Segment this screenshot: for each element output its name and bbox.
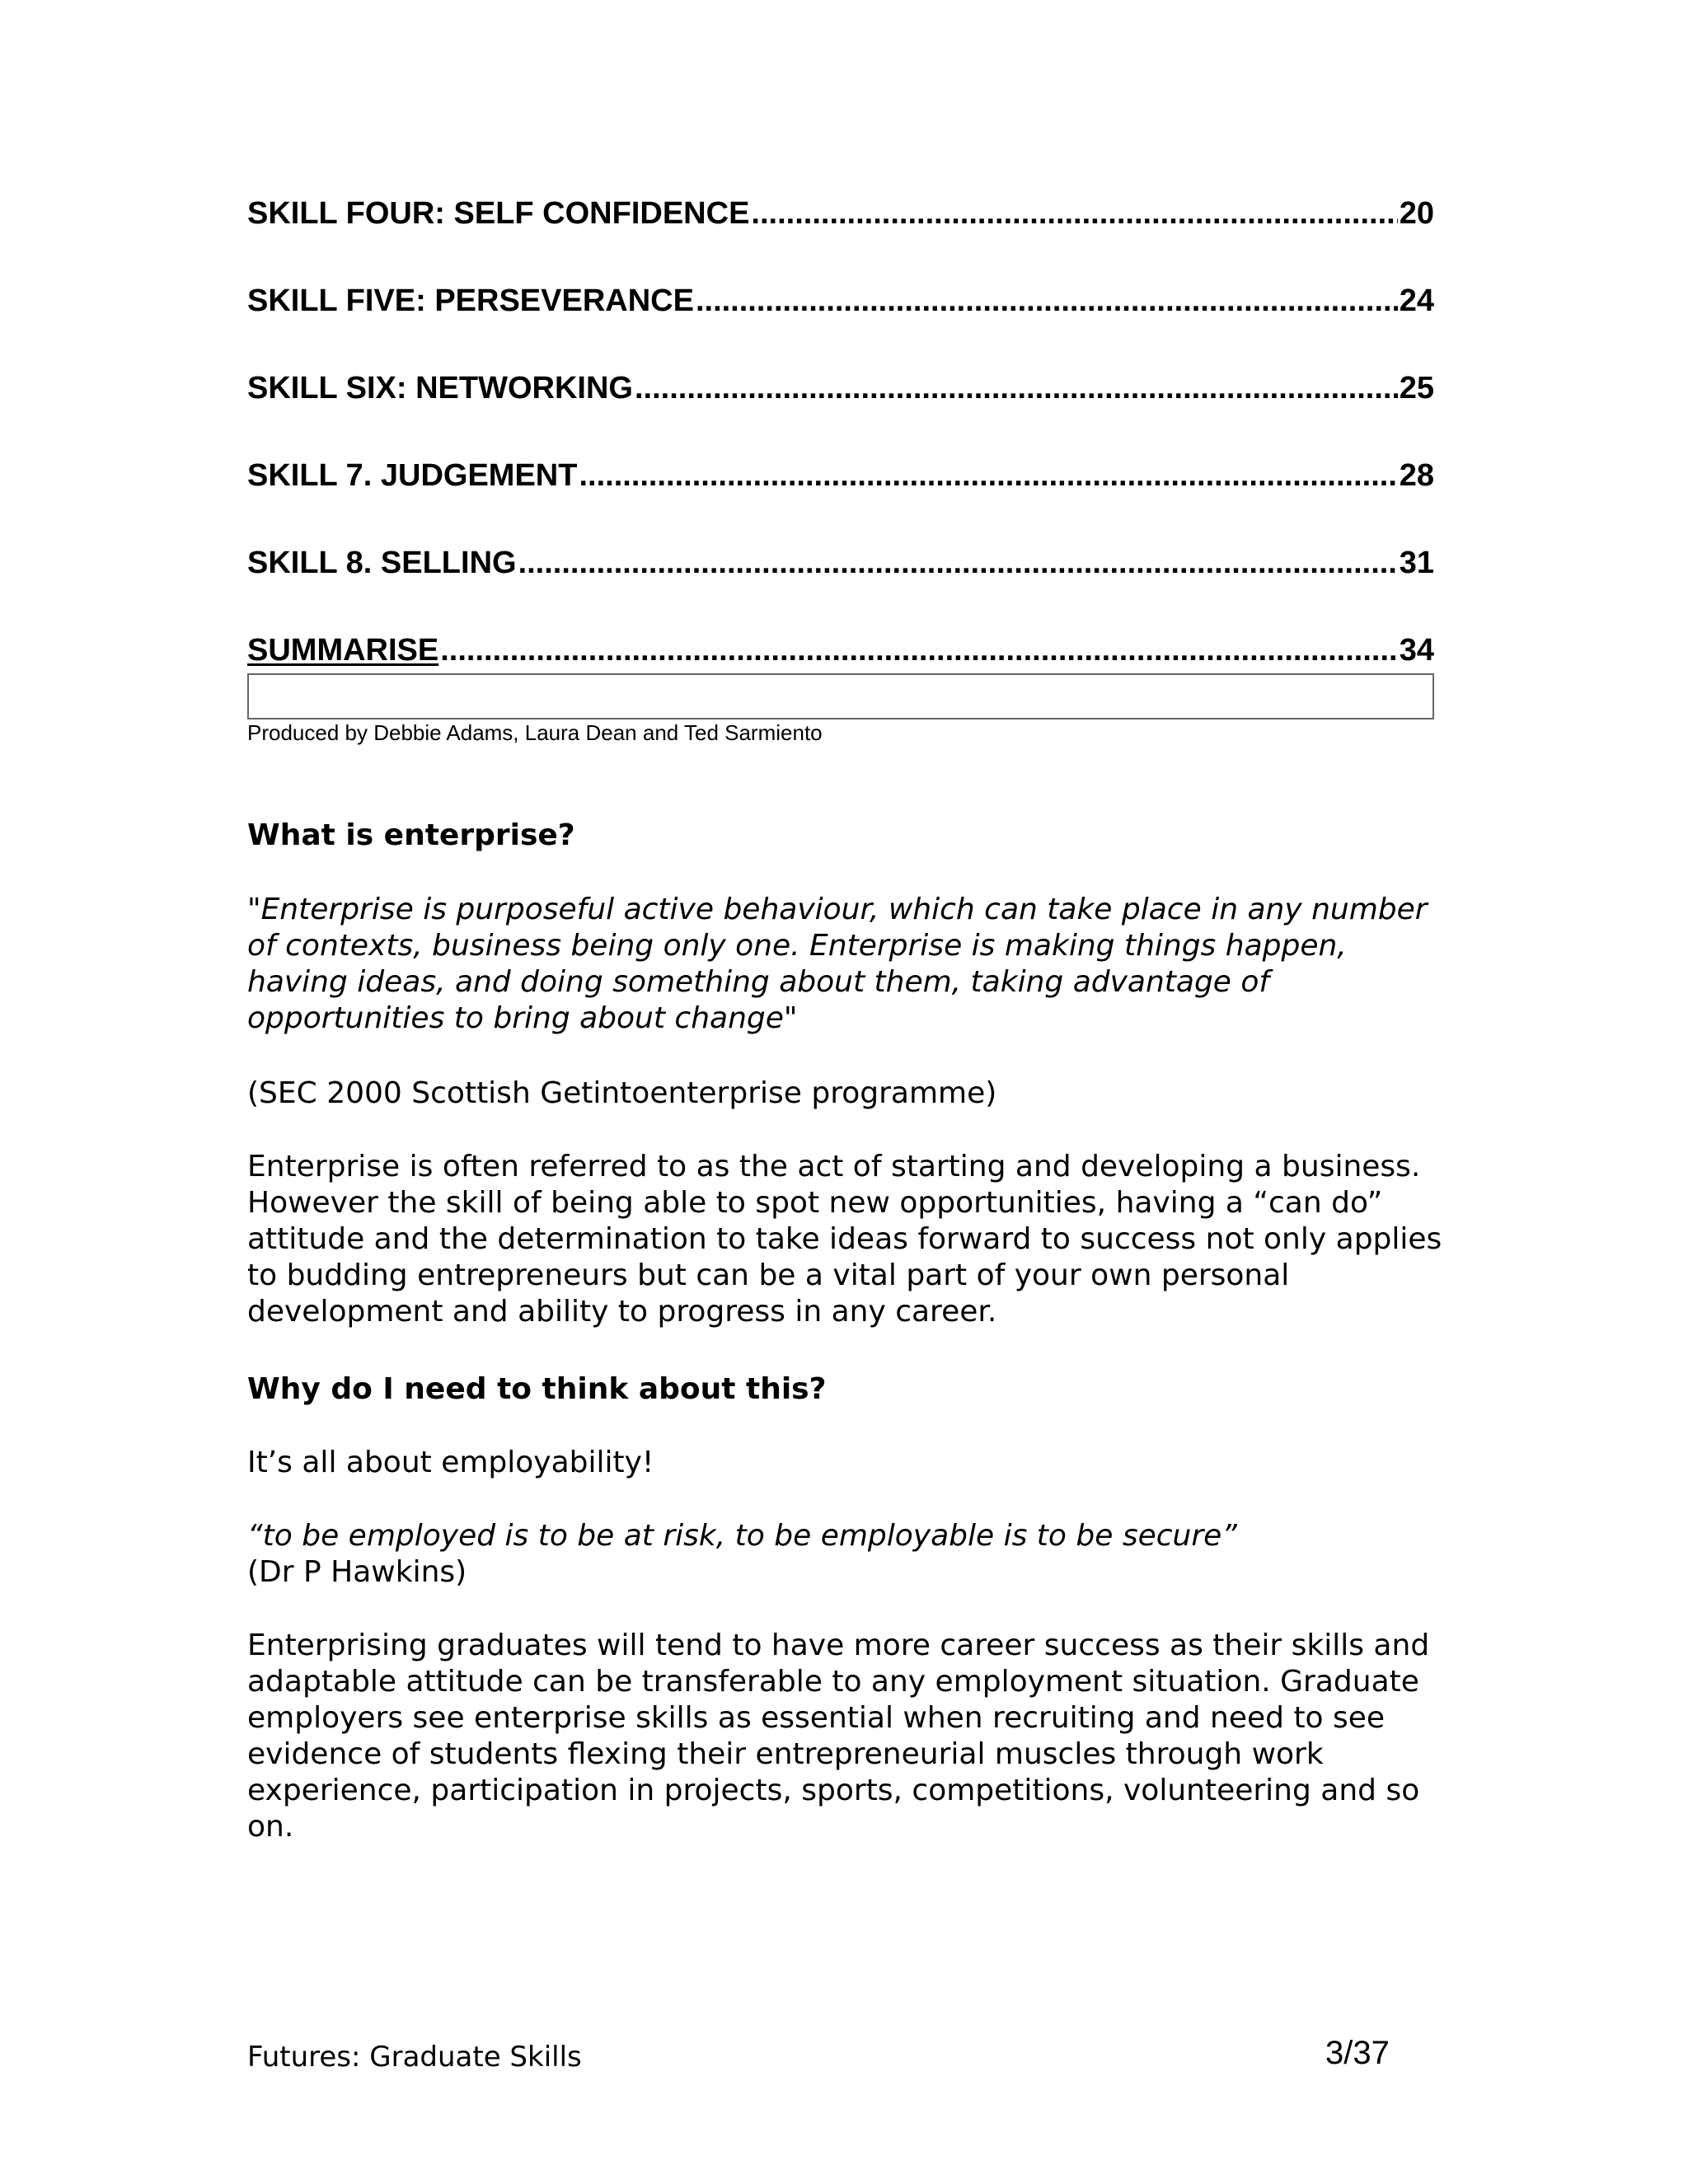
toc-leader-dots <box>635 371 1398 406</box>
toc-entry-page: 24 <box>1399 284 1434 318</box>
toc-entry[interactable] <box>247 284 1434 371</box>
toc-entry-title: SKILL FOUR: SELF CONFIDENCE <box>247 196 750 231</box>
toc-entry[interactable] <box>247 196 1434 284</box>
toc-leader-dots <box>440 633 1397 668</box>
toc-entry-page: 31 <box>1399 546 1434 580</box>
toc-entry-title: SUMMARISE <box>247 633 439 668</box>
toc-entry-title: SKILL 7. JUDGEMENT <box>247 458 578 493</box>
quote-close-mark: " <box>783 1001 798 1035</box>
footer-title: Futures: Graduate Skills <box>247 2041 582 2074</box>
toc-entry[interactable] <box>247 458 1434 546</box>
toc-leader-dots <box>518 546 1398 581</box>
enterprise-quote-text: Enterprise is purposeful active behaviour, which can take place in any number of contexts, business being only one. Enterprise is making things happen, having ideas, and doing something about them, taking advantage of opportunities to bring about change <box>247 893 1428 1035</box>
toc-entry-title: SKILL FIVE: PERSEVERANCE <box>247 284 694 318</box>
toc-entry[interactable] <box>247 371 1434 458</box>
section-heading: What is enterprise? <box>247 818 575 852</box>
employability-paragraph: Enterprising graduates will tend to have more career success as their skills and adaptable attitude can be transferable to any employment situation. Graduate employers see enterprise skills as essential when recruiting and need to see evidence of students flexing their entrepreneurial muscles through work experience, participation in projects, sports, competitions, volunteering and so on. <box>247 1629 1430 1844</box>
toc-entry[interactable] <box>247 633 1434 679</box>
toc-leader-dots <box>751 196 1397 232</box>
toc-entry-page: 25 <box>1399 371 1434 405</box>
toc-entry-page: 34 <box>1399 633 1434 668</box>
toc-entry-page: 28 <box>1399 458 1434 493</box>
footer-page-number: 3/37 <box>1325 2035 1390 2071</box>
enterprise-quote <box>247 892 1451 1037</box>
section-heading: Why do I need to think about this? <box>247 1372 827 1406</box>
quote-open-mark: " <box>247 893 261 926</box>
credits-line: Produced by Debbie Adams, Laura Dean and Ted Sarmiento <box>247 720 823 745</box>
toc-entry-title: SKILL 8. SELLING <box>247 546 517 580</box>
empty-frame <box>247 673 1434 719</box>
toc-leader-dots <box>696 284 1398 319</box>
hawkins-quote: “to be employed is to be at risk, to be employable is to be secure” <box>247 1519 1237 1553</box>
toc-entry-title: SKILL SIX: NETWORKING <box>247 371 633 405</box>
employability-intro: It’s all about employability! <box>247 1446 654 1479</box>
toc-leader-dots <box>579 458 1397 494</box>
hawkins-author: (Dr P Hawkins) <box>247 1555 467 1589</box>
toc-entry-page: 20 <box>1399 196 1434 231</box>
enterprise-paragraph: Enterprise is often referred to as the act of starting and developing a business. However the skill of being able to spot new opportunities, having a “can do” attitude and the determination to take ideas forward to success not only applies to budding entrepreneurs but can be a vital part of your own personal development and ability to progress in any career. <box>247 1150 1442 1329</box>
toc-entry[interactable] <box>247 546 1434 633</box>
quote-source: (SEC 2000 Scottish Getintoenterprise programme) <box>247 1076 997 1110</box>
table-of-contents <box>247 196 1434 679</box>
